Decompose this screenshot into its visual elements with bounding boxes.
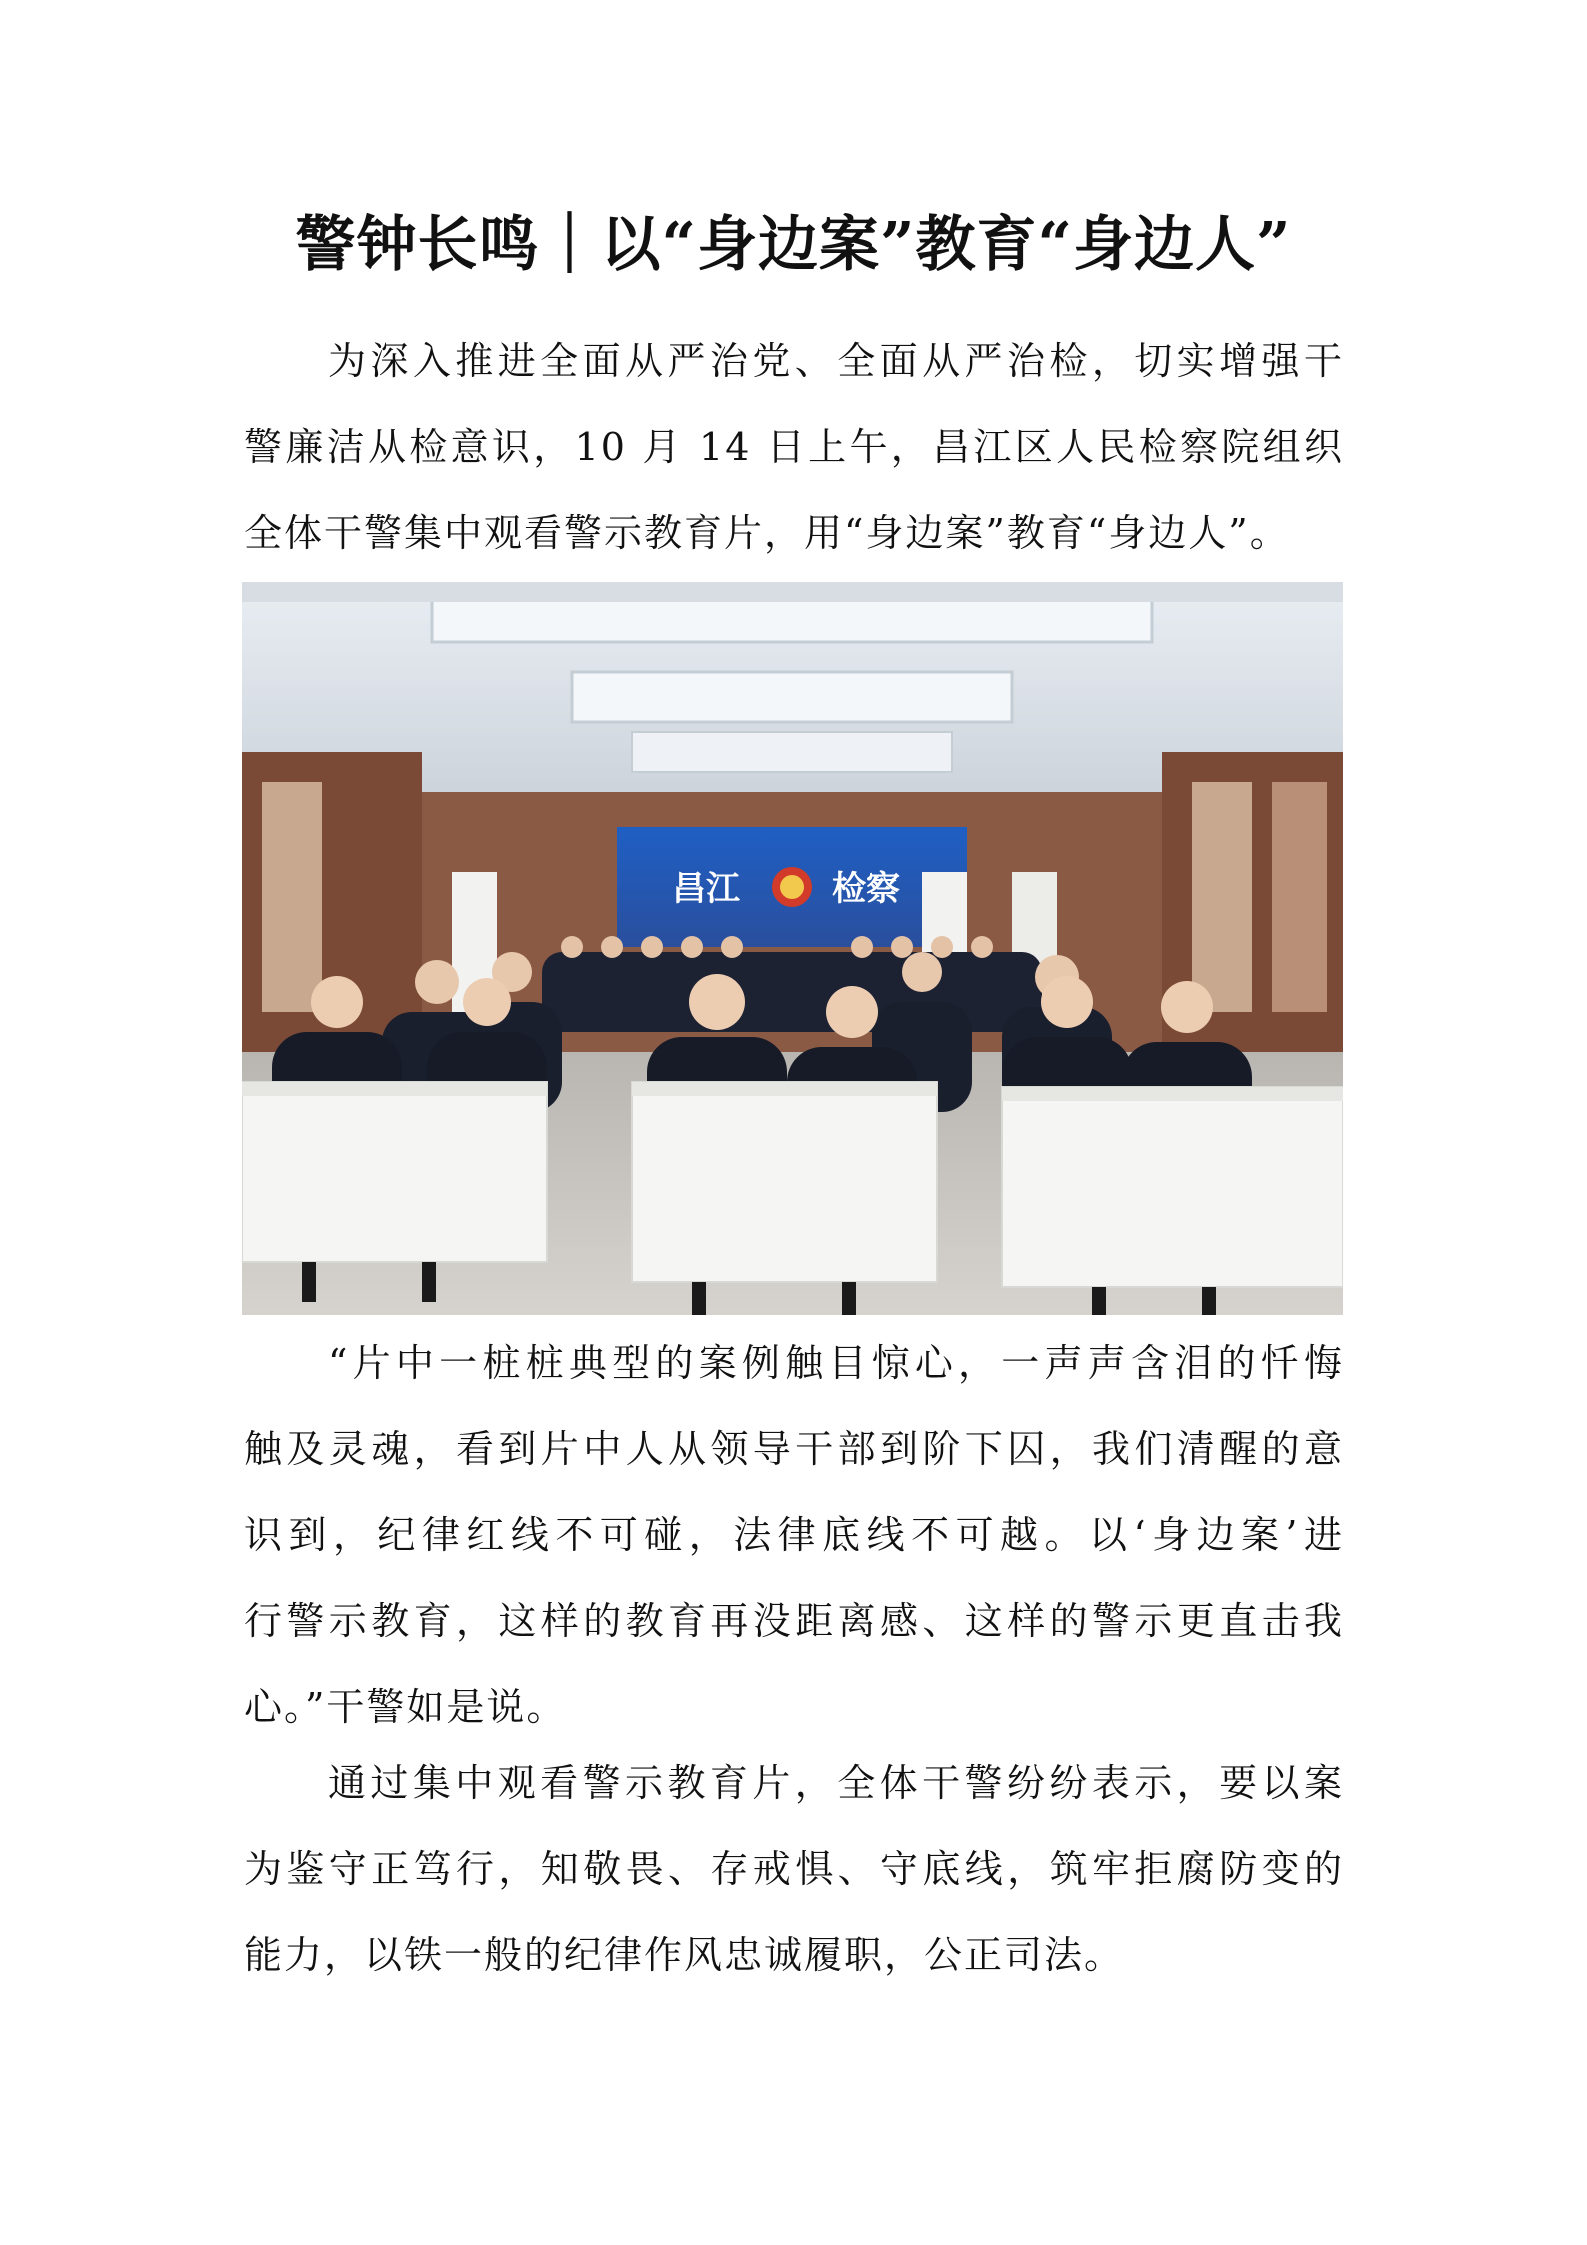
meeting-room-illustration	[242, 582, 1343, 1315]
paragraph-line: 能力，以铁一般的纪律作风忠诚履职，公正司法。	[244, 1933, 1125, 1977]
paragraph-line: 为鉴守正笃行，知敬畏、存戒惧、守底线，筑牢拒腐防变的	[244, 1847, 1344, 1891]
banner-left-text: 昌江	[672, 869, 740, 909]
paragraph-line: 警廉洁从检意识，10 月 14 日上午，昌江区人民检察院组织	[244, 425, 1344, 469]
meeting-photo	[242, 582, 1343, 1315]
paragraph-line: 触及灵魂，看到片中人从领导干部到阶下囚，我们清醒的意	[244, 1427, 1344, 1471]
paragraph-1	[244, 318, 1344, 576]
banner-right-text: 检察	[832, 869, 900, 909]
paragraph-line: 通过集中观看警示教育片，全体干警纷纷表示，要以案	[328, 1761, 1344, 1805]
paragraph-2	[244, 1320, 1344, 1750]
paragraph-line: 为深入推进全面从严治党、全面从严治检，切实增强干	[328, 339, 1344, 383]
paragraph-line: 全体干警集中观看警示教育片，用“身边案”教育“身边人”。	[244, 511, 1290, 555]
paragraph-3	[244, 1740, 1344, 1998]
paragraph-line: 心。”干警如是说。	[244, 1685, 567, 1729]
article-title: 警钟长鸣｜以“身边案”教育“身边人”	[295, 210, 1292, 280]
paragraph-line: 行警示教育，这样的教育再没距离感、这样的警示更直击我	[244, 1599, 1344, 1643]
paragraph-line: “片中一桩桩典型的案例触目惊心，一声声含泪的忏悔	[328, 1341, 1344, 1385]
paragraph-line: 识到，纪律红线不可碰，法律底线不可越。以‘身边案’进	[244, 1513, 1344, 1557]
